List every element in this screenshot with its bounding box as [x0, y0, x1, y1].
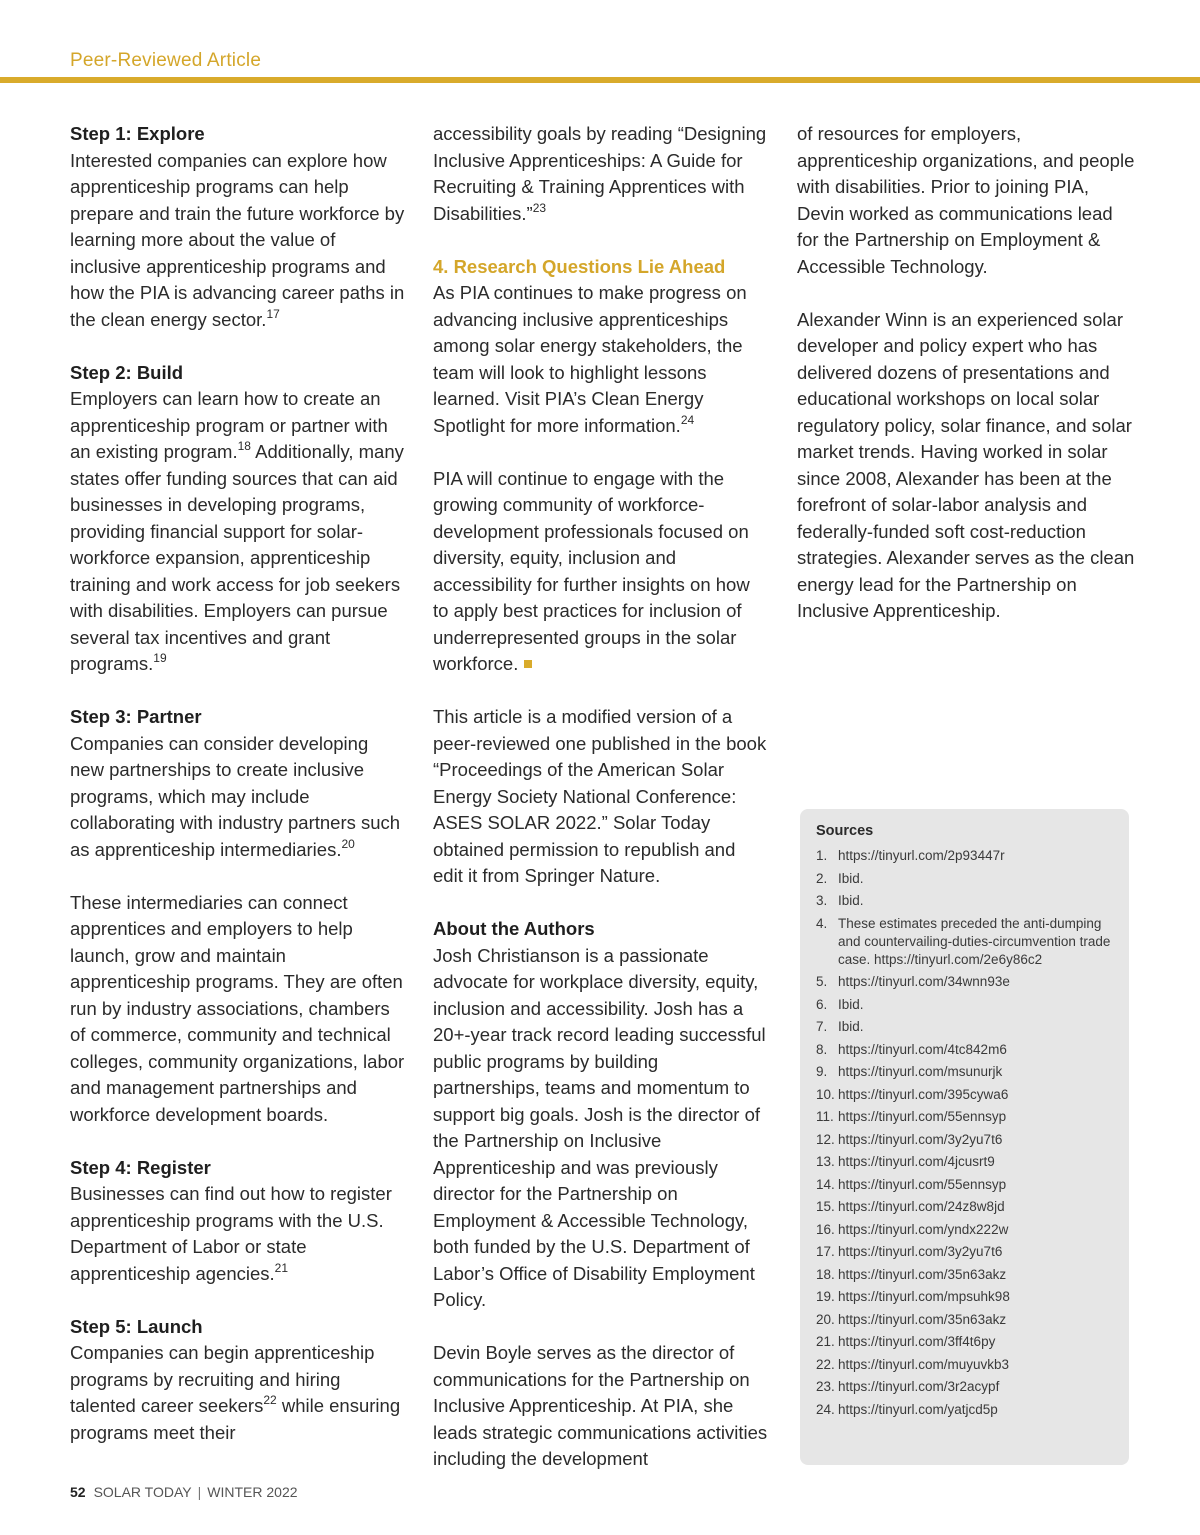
issue-name: WINTER 2022 [207, 1484, 298, 1500]
continued-paragraph [433, 121, 768, 227]
source-item [816, 1198, 1113, 1216]
source-text: https://tinyurl.com/34wnn93e [838, 974, 1010, 989]
source-item [816, 1041, 1113, 1059]
source-number: 12. [816, 1131, 835, 1147]
source-item [816, 1063, 1113, 1081]
source-number: 13. [816, 1154, 835, 1169]
alexander-paragraph [797, 307, 1137, 625]
source-item [816, 1153, 1113, 1171]
end-of-article-mark [524, 660, 532, 668]
source-item [816, 892, 1113, 910]
alexander-bio: Alexander Winn is an experienced solar developer and policy expert who has delivered dozens of presentations and educational workshops on local solar regulatory policy, solar finance, and solar market trends. Having worked in solar since 2008, Alexander has been at the forefront of solar-labor analysis and federally-funded soft cost-reduction strategies. Alexander serves as the clean energy lead for the Partnership on Inclusive Apprenticeship. [797, 308, 1135, 621]
source-text: https://tinyurl.com/395cywa6 [838, 1086, 1009, 1102]
source-text: https://tinyurl.com/3y2yu7t6 [838, 1131, 1003, 1147]
source-text: https://tinyurl.com/4tc842m6 [838, 1041, 1007, 1057]
step-5-text-a: Companies can begin apprenticeship programs by recruiting and hiring talented career seekers [70, 1342, 375, 1416]
engage-text: PIA will continue to engage with the growing community of workforce-development professionals focused on diversity, equity, inclusion and accessibility for further insights on how to apply best practices for inclusion of underrepresented groups in the solar workforce. [433, 467, 750, 674]
source-text: https://tinyurl.com/55ennsyp [838, 1176, 1007, 1192]
source-item [816, 1378, 1113, 1396]
step-2-heading: Step 2: Build [70, 361, 184, 383]
source-item [816, 1311, 1113, 1329]
sources-list [816, 847, 1113, 1419]
source-text: https://tinyurl.com/35n63akz [838, 1266, 1007, 1282]
column-1 [70, 121, 405, 1473]
source-text: Ibid. [838, 1019, 864, 1034]
source-text: https://tinyurl.com/24z8w8jd [838, 1199, 1005, 1214]
authors-heading: About the Authors [433, 918, 595, 939]
source-number: 24. [816, 1401, 835, 1417]
source-text: https://tinyurl.com/3ff4t6py [838, 1334, 996, 1349]
source-item [816, 915, 1113, 969]
footnote-ref: 23 [532, 200, 547, 215]
source-number: 7. [816, 1019, 828, 1034]
source-text: Ibid. [838, 893, 864, 908]
source-number: 15. [816, 1199, 835, 1214]
source-item [816, 847, 1113, 865]
footnote-ref: 17 [266, 306, 280, 321]
footnote-ref: 22 [263, 1393, 277, 1407]
source-text: https://tinyurl.com/msunurjk [838, 1064, 1003, 1079]
source-item [816, 1176, 1113, 1194]
source-number: 2. [816, 870, 828, 886]
modified-version-text: This article is a modified version of a peer-reviewed one published in the book “Proceedings of the American Solar Energy Society National Conference: ASES SOLAR 2022.” Solar Today obtained permission to republish and edit it from Springer Nature. [433, 706, 767, 886]
sources-box [800, 809, 1129, 1465]
source-text: https://tinyurl.com/4jcusrt9 [838, 1154, 995, 1169]
step-1-heading: Step 1: Explore [70, 123, 205, 144]
step-2-block [70, 360, 405, 678]
section-heading: 4. Research Questions Lie Ahead [433, 255, 726, 277]
step-3-heading: Step 3: Partner [70, 706, 202, 727]
source-item [816, 1018, 1113, 1036]
source-text: https://tinyurl.com/2p93447r [838, 848, 1005, 863]
source-number: 23. [816, 1379, 835, 1394]
source-item [816, 973, 1113, 991]
source-number: 5. [816, 974, 828, 989]
source-text: Ibid. [838, 870, 864, 886]
source-item [816, 1131, 1113, 1149]
source-item [816, 1108, 1113, 1126]
source-item [816, 1288, 1113, 1306]
publication-name: SOLAR TODAY [93, 1484, 192, 1500]
source-number: 21. [816, 1334, 835, 1349]
column-3 [797, 121, 1137, 651]
source-text: https://tinyurl.com/yatjcd5p [838, 1401, 998, 1417]
source-item [816, 1356, 1113, 1374]
source-item [816, 1333, 1113, 1351]
research-section [433, 254, 768, 440]
footnote-ref: 21 [274, 1260, 289, 1275]
source-number: 4. [816, 915, 828, 931]
authors-section [433, 916, 768, 1314]
step-1-text: Interested companies can explore how apprenticeship programs can help prepare and train the future workforce by learning more about the value of inclusive apprenticeship programs and how the PIA is advancing career paths in the clean energy sector. [70, 149, 405, 330]
source-number: 17. [816, 1244, 835, 1259]
source-number: 11. [816, 1109, 834, 1124]
continued-text: accessibility goals by reading “Designing Inclusive Apprenticeships: A Guide for Recruiting & Training Apprentices with Disabilities.” [433, 123, 767, 224]
step-3-text: Companies can consider developing new partnerships to create inclusive programs, which may include collaborating with industry partners such as apprenticeship intermediaries. [70, 732, 401, 860]
devin-bio-continued: of resources for employers, apprenticeship organizations, and people with disabilities. Prior to joining PIA, Devin worked as communications lead for the Partnership on Employment & Accessible Technology. [797, 123, 1135, 277]
source-text: https://tinyurl.com/55ennsyp [838, 1109, 1007, 1124]
step-4-text: Businesses can find out how to register apprenticeship programs with the U.S. Department of Labor or state apprenticeship agencies. [70, 1183, 392, 1284]
engage-paragraph [433, 466, 768, 678]
source-number: 18. [816, 1266, 835, 1282]
source-item [816, 1401, 1113, 1419]
devin-bio: Devin Boyle serves as the director of communications for the Partnership on Inclusive Apprenticeship. At PIA, she leads strategic communications activities including the development [433, 1342, 768, 1469]
josh-bio: Josh Christianson is a passionate advocate for workplace diversity, equity, inclusion and accessibility. Josh has a 20+-year track record leading successful public programs by building partnerships, teams and momentum to support big goals. Josh is the director of the Partnership on Inclusive Apprenticeship and was previously director for the Partnership on Employment & Accessible Technology, both funded by the U.S. Department of Labor’s Office of Disability Employment Policy. [433, 944, 766, 1310]
step-3-block [70, 704, 405, 863]
source-text: Ibid. [838, 996, 864, 1012]
devin-paragraph [433, 1340, 768, 1473]
source-text: https://tinyurl.com/yndx222w [838, 1221, 1009, 1237]
source-number: 10. [816, 1086, 835, 1102]
footnote-ref: 20 [341, 836, 355, 851]
header-rule [0, 77, 1200, 83]
section-text: As PIA continues to make progress on advancing inclusive apprenticeships among solar energy stakeholders, the team will look to highlight lessons learned. Visit PIA’s Clean Energy Spotlight for more information. [433, 282, 747, 436]
devin-continued-paragraph [797, 121, 1137, 280]
step-2-text-b: Additionally, many states offer funding sources that can aid businesses in developing programs, providing financial support for solar-workforce expansion, apprenticeship training and work access for job seekers with disabilities. Employers can pursue several tax incentives and grant programs. [70, 441, 404, 674]
step-5-block [70, 1314, 405, 1447]
step-4-block [70, 1155, 405, 1288]
modified-version-paragraph [433, 704, 768, 890]
source-number: 20. [816, 1311, 835, 1327]
source-number: 3. [816, 893, 828, 908]
footnote-ref: 18 [237, 439, 251, 453]
source-item [816, 996, 1113, 1014]
sources-title: Sources [816, 823, 874, 839]
page-footer [70, 1484, 298, 1500]
column-2 [433, 121, 768, 1499]
footer-separator: | [197, 1484, 202, 1500]
step-5-heading: Step 5: Launch [70, 1315, 203, 1337]
source-item [816, 1266, 1113, 1284]
source-text: https://tinyurl.com/3r2acypf [838, 1379, 1000, 1394]
source-number: 1. [816, 848, 828, 863]
source-text: https://tinyurl.com/mpsuhk98 [838, 1289, 1010, 1304]
step-5-text-b: while ensuring programs meet their [70, 1395, 401, 1443]
intermediaries-paragraph [70, 890, 405, 1129]
source-text: https://tinyurl.com/muyuvkb3 [838, 1356, 1010, 1372]
source-number: 16. [816, 1221, 835, 1237]
section-label: Peer-Reviewed Article [70, 50, 262, 71]
intermediaries-text: These intermediaries can connect apprentices and employers to help launch, grow and maintain apprenticeship programs. They are often run by industry associations, chambers of commerce, community and technical colleges, community organizations, labor and management partnerships and workforce development boards. [70, 891, 405, 1125]
step-4-heading: Step 4: Register [70, 1156, 211, 1178]
source-number: 14. [816, 1176, 835, 1192]
source-text: These estimates preceded the anti-dumping and countervailing-duties-circumvention trade case. https://tinyurl.com/2e6y86c2 [838, 915, 1111, 967]
source-item [816, 1243, 1113, 1261]
source-text: https://tinyurl.com/3y2yu7t6 [838, 1244, 1003, 1259]
step-2-text-a: Employers can learn how to create an apprenticeship program or partner with an existing program. [70, 388, 388, 462]
footnote-ref: 19 [153, 651, 167, 665]
source-number: 19. [816, 1289, 835, 1304]
source-item [816, 1086, 1113, 1104]
source-item [816, 1221, 1113, 1239]
source-number: 22. [816, 1356, 835, 1372]
page-number: 52 [70, 1484, 86, 1500]
source-number: 8. [816, 1041, 828, 1057]
source-item [816, 870, 1113, 888]
footnote-ref: 24 [680, 412, 695, 427]
source-text: https://tinyurl.com/35n63akz [838, 1311, 1007, 1327]
source-number: 9. [816, 1064, 828, 1079]
step-1-block [70, 121, 405, 333]
source-number: 6. [816, 996, 828, 1012]
